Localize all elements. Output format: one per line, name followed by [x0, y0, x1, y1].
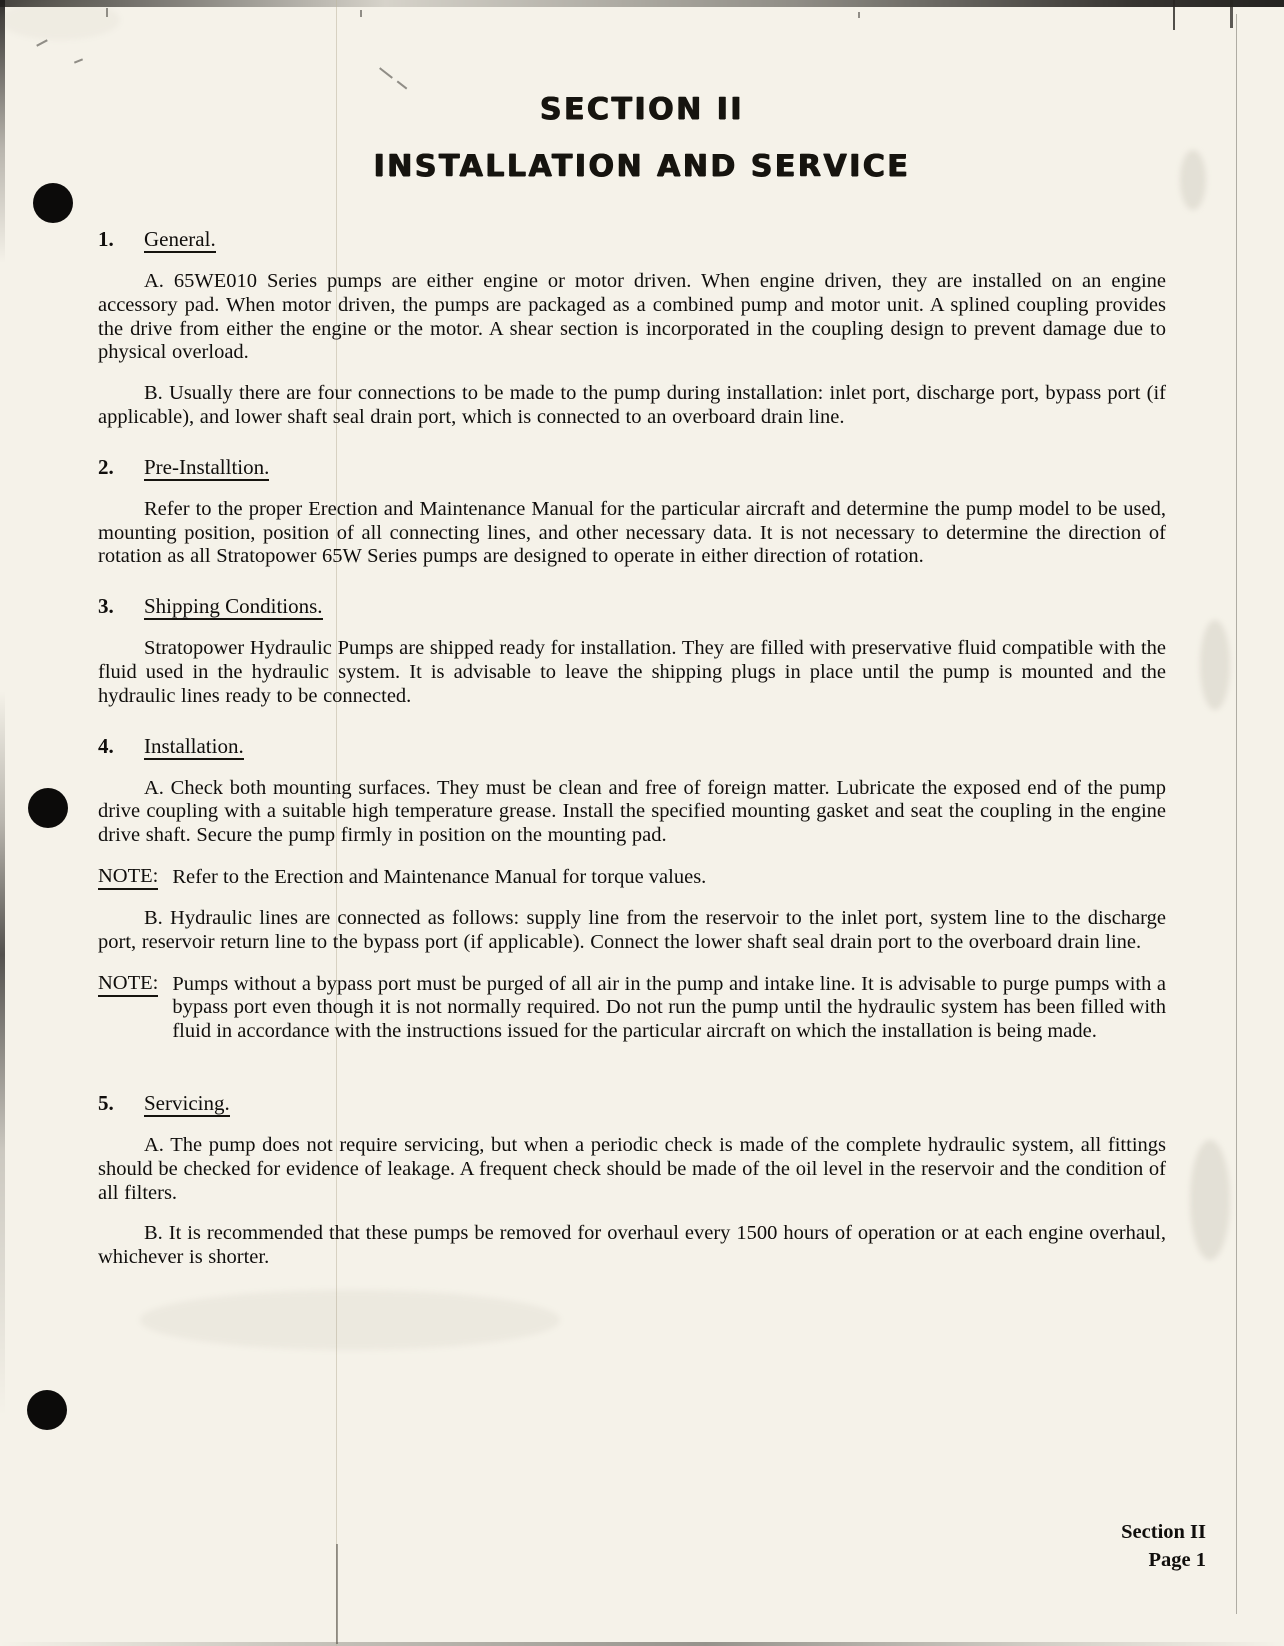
scan-smudge-e: [0, 0, 120, 40]
page-title: SECTION II: [539, 92, 745, 127]
scan-tick-c: [858, 12, 860, 18]
paragraph-4a: A. Check both mounting surfaces. They must be clean and free of foreign matter. Lubricate the exposed end of the pump drive coupling with a suitable high temperature grease. Install the specified mounting gasket and seat the coupling in the engine drive shaft. Secure the pump firmly in position on the mounting pad.: [98, 776, 1166, 847]
section-title-4: Installation.: [144, 733, 244, 758]
scan-smudge-c: [1190, 1140, 1230, 1260]
footer-page-number: Page 1: [1148, 1549, 1206, 1571]
note-label-2: NOTE:: [98, 973, 158, 997]
page-subtitle: INSTALLATION AND SERVICE: [373, 149, 911, 184]
section-title-5: Servicing.: [144, 1090, 230, 1115]
section-number-1: 1.: [98, 227, 114, 251]
title-block: [0, 92, 1284, 184]
section-heading-1: [98, 228, 1166, 253]
scan-edge-bottom: [0, 1642, 1284, 1646]
note-block-1: [98, 866, 1166, 890]
scan-smudge-d: [140, 1290, 560, 1350]
paragraph-2a: Refer to the proper Erection and Maintenance Manual for the particular aircraft and determine the pump model to be used, mounting position, position of all connecting lines, and other necessary data. It is not necessary to determine the direction of rotation as all Stratopower 65W Series pumps are designed to operate in either direction of rotation.: [98, 497, 1166, 568]
scan-smudge-b: [1200, 620, 1230, 710]
scan-mark-top-right-a: [1173, 0, 1175, 30]
note-label-1: NOTE:: [98, 866, 158, 890]
section-title-1: General.: [144, 227, 216, 251]
punch-hole-2: [28, 788, 68, 828]
scan-tick-b: [360, 10, 362, 17]
punch-hole-1: [33, 183, 73, 223]
section-title-2: Pre-Installtion.: [144, 454, 270, 479]
scan-line-right: [1236, 14, 1237, 1614]
section-number-3: 3.: [98, 594, 114, 619]
document-body: [98, 228, 1166, 1270]
scan-edge-top: [0, 0, 1284, 7]
section-heading-5: [98, 1092, 1166, 1117]
section-heading-2: [98, 456, 1166, 481]
note-text-1: Refer to the Erection and Maintenance Manual for torque values.: [172, 865, 707, 888]
paragraph-1a: A. 65WE010 Series pumps are either engine or motor driven. When engine driven, they are installed on an engine accessory pad. When motor driven, the pumps are packaged as a combined pump and motor unit. A splined coupling provides the drive from either the engine or the motor. A shear section is incorporated in the coupling design to prevent damage due to physical overload.: [98, 270, 1166, 364]
scan-edge-left: [0, 0, 5, 1646]
section-number-2: 2.: [98, 454, 114, 479]
page-footer: [1121, 1518, 1206, 1574]
paragraph-5a: A. The pump does not require servicing, but when a periodic check is made of the complete hydraulic system, all fittings should be checked for evidence of leakage. A frequent check should be made of the oil level in the reservoir and the condition of all filters.: [98, 1133, 1166, 1204]
scan-tick-g: [397, 81, 408, 90]
scan-mark-top-right-b: [1230, 0, 1233, 28]
paragraph-5b: B. It is recommended that these pumps be removed for overhaul every 1500 hours of operation or at each engine overhaul, whichever is shorter.: [98, 1222, 1166, 1269]
paragraph-3a: Stratopower Hydraulic Pumps are shipped ready for installation. They are filled with preservative fluid compatible with the fluid used in the hydraulic system. It is advisable to leave the shipping plugs in place until the pump is mounted and the hydraulic lines ready to be connected.: [98, 637, 1166, 707]
note-text-2: Pumps without a bypass port must be purged of all air in the pump and intake line. It is advisable to purge pumps with a bypass port even though it is not normally required. Do not run the pump until the hydraulic system has been filled with fluid in accordance with the instructions issued for the particular aircraft on which the installation is being made.: [172, 972, 1166, 1043]
section-heading-3: [98, 595, 1166, 620]
note-block-2: [98, 973, 1166, 1044]
paragraph-4b: B. Hydraulic lines are connected as follows: supply line from the reservoir to the inlet port, system line to the discharge port, reservoir return line to the bypass port (if applicable). Connect the lower shaft seal drain port to the overboard drain line.: [98, 906, 1166, 953]
punch-hole-3: [27, 1390, 67, 1430]
scan-tick-h: [336, 1544, 338, 1644]
scan-tick-d: [36, 39, 48, 46]
scan-tick-f: [379, 67, 393, 78]
footer-section: Section II: [1121, 1521, 1206, 1543]
scan-tick-e: [74, 58, 83, 63]
paragraph-1b: B. Usually there are four connections to be made to the pump during installation: inlet port, discharge port, bypass port (if applicable), and lower shaft seal drain port, which is connected to an overboard drain line.: [98, 382, 1166, 428]
section-number-5: 5.: [98, 1090, 114, 1115]
section-heading-4: [98, 735, 1166, 760]
section-number-4: 4.: [98, 733, 114, 758]
section-title-3: Shipping Conditions.: [144, 594, 323, 619]
